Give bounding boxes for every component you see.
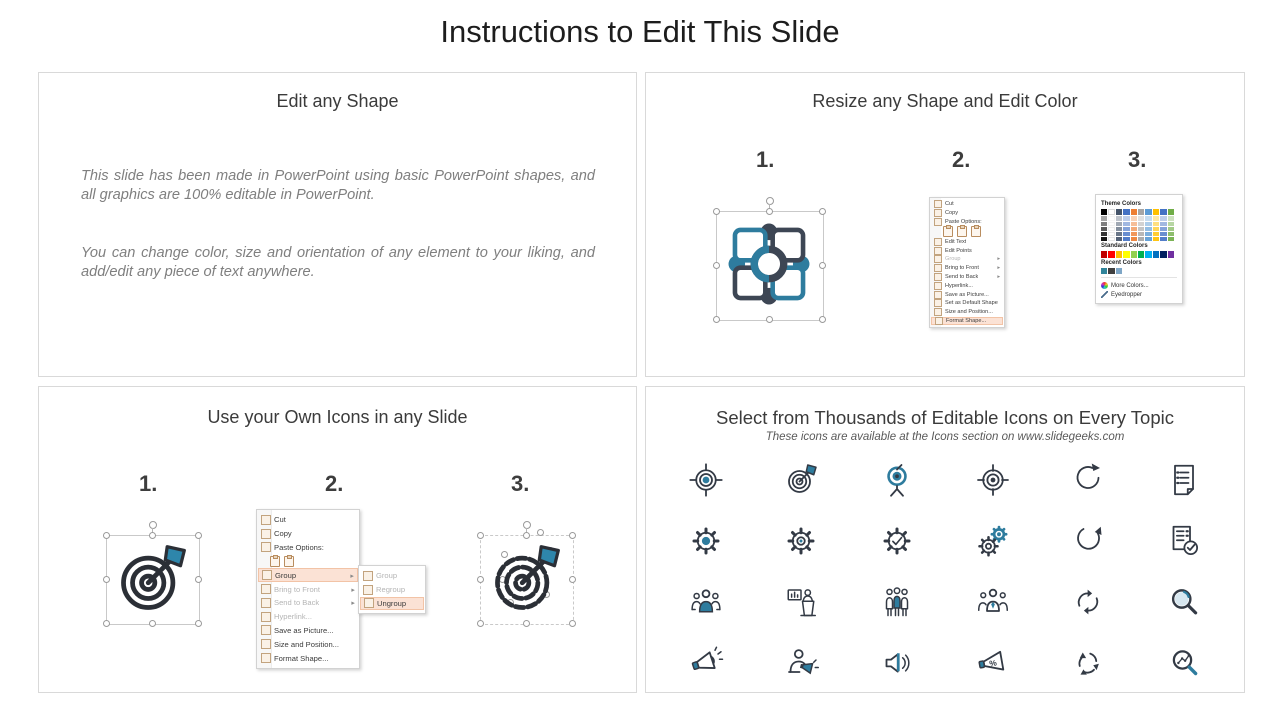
person-announcement-icon[interactable] (782, 644, 820, 682)
menu-item-label: Save as Picture... (945, 291, 989, 298)
rotation-handle[interactable] (523, 521, 531, 529)
menu-item-copy[interactable] (931, 209, 1003, 218)
theme-tint-swatch[interactable] (1168, 232, 1174, 236)
theme-colors-label: Theme Colors (1101, 201, 1142, 207)
panel-edit-any-shape (38, 72, 637, 377)
selected-shape-graphic (714, 197, 824, 321)
selection-handle[interactable] (819, 262, 826, 269)
menu-item-format-shape[interactable] (931, 317, 1003, 326)
theme-tint-swatch[interactable] (1131, 237, 1137, 241)
loudspeaker-waves-icon[interactable] (878, 644, 916, 682)
submenu-arrow-icon: ▸ (997, 265, 1000, 272)
rotate-arrow-icon[interactable] (1069, 461, 1107, 499)
theme-tint-swatch[interactable] (1145, 216, 1151, 220)
menu-item-group[interactable] (360, 569, 424, 583)
selection-handle[interactable] (195, 576, 202, 583)
menu-item-cut[interactable] (258, 513, 358, 527)
menu-item-ungroup[interactable] (360, 597, 424, 611)
team-standing-icon[interactable] (878, 583, 916, 621)
theme-tint-swatch[interactable] (1131, 232, 1137, 236)
theme-tint-swatch[interactable] (1101, 216, 1107, 220)
eyedropper-icon (1101, 291, 1108, 298)
menu-item-label: Edit Text (945, 238, 967, 245)
rotation-handle[interactable] (766, 197, 774, 205)
submenu-arrow-icon: ▸ (351, 598, 355, 608)
selection-handle[interactable] (569, 620, 576, 627)
presenter-chart-icon[interactable] (782, 583, 820, 621)
paste-option-icon[interactable] (957, 226, 967, 237)
theme-tint-swatch[interactable] (1153, 237, 1159, 241)
regroup-icon (363, 585, 373, 595)
selection-handle[interactable] (537, 529, 544, 536)
edit-text-icon (934, 238, 942, 246)
size-and-position-icon (261, 639, 271, 649)
cut-icon (934, 200, 942, 208)
theme-tint-swatch[interactable] (1160, 216, 1166, 220)
selection-handle[interactable] (569, 532, 576, 539)
standard-color-swatch[interactable] (1116, 251, 1122, 257)
menu-item-group[interactable] (258, 568, 358, 582)
theme-tint-swatch[interactable] (1153, 227, 1159, 231)
panel-heading: Use your Own Icons in any Slide (207, 407, 468, 427)
selection-handle[interactable] (103, 620, 110, 627)
theme-color-swatch[interactable] (1108, 209, 1114, 215)
dartboard-stand-icon[interactable] (878, 461, 916, 499)
theme-tint-swatch[interactable] (1116, 216, 1122, 220)
step-number-3: 3. (511, 471, 530, 496)
theme-tint-swatch[interactable] (1108, 232, 1114, 236)
step-number-3: 3. (1128, 147, 1147, 172)
context-menu (256, 509, 360, 669)
hyperlink-icon (261, 612, 271, 622)
selection-handle[interactable] (819, 208, 826, 215)
menu-item-label: Send to Back (274, 598, 320, 608)
menu-item-edit-points[interactable] (931, 246, 1003, 255)
standard-color-swatch[interactable] (1108, 251, 1114, 257)
theme-tint-swatch[interactable] (1160, 232, 1166, 236)
menu-item-label: Size and Position... (274, 639, 340, 649)
theme-tint-swatch[interactable] (1101, 237, 1107, 241)
ungrouped-target-icon-graphic (477, 521, 575, 625)
theme-tint-swatch[interactable] (1168, 222, 1174, 226)
theme-color-swatch[interactable] (1145, 209, 1151, 215)
body-paragraph-1: This slide has been made in PowerPoint using basic PowerPoint shapes, and all graphics are 100% editable in PowerPoint. (81, 168, 595, 204)
standard-color-swatch[interactable] (1168, 251, 1174, 257)
ungroup-icon (364, 598, 374, 608)
theme-tint-swatch[interactable] (1153, 222, 1159, 226)
step-number-2: 2. (952, 147, 971, 172)
megaphone-icon[interactable] (687, 644, 725, 682)
target-dart-graphic (114, 541, 190, 617)
standard-color-swatch[interactable] (1160, 251, 1166, 257)
selection-handle[interactable] (713, 262, 720, 269)
submenu-arrow-icon: ▸ (997, 273, 1000, 280)
group-icon (363, 571, 373, 581)
selection-handle[interactable] (103, 576, 110, 583)
double-gears-icon[interactable] (974, 522, 1012, 560)
menu-item-bring-to-front[interactable] (258, 582, 358, 596)
standard-colors-label: Standard Colors (1101, 243, 1148, 250)
menu-item-label: Regroup (376, 585, 406, 595)
group-submenu (358, 565, 426, 614)
theme-tint-swatch[interactable] (1153, 232, 1159, 236)
theme-color-swatch[interactable] (1168, 209, 1174, 215)
menu-item-label: Edit Points (945, 247, 972, 254)
cycle-arrows-icon[interactable] (1069, 644, 1107, 682)
divider (1101, 277, 1177, 278)
standard-color-swatch[interactable] (1138, 251, 1144, 257)
icon-grid (658, 461, 1232, 682)
default-shape-icon (934, 299, 942, 307)
menu-item-group[interactable] (931, 255, 1003, 264)
checklist-approved-icon[interactable] (1165, 522, 1203, 560)
step-number-2: 2. (325, 471, 344, 496)
refresh-arrow-icon[interactable] (1069, 522, 1107, 560)
paste-icon (261, 542, 271, 552)
format-shape-icon (261, 653, 271, 663)
gear-small-core-icon[interactable] (782, 522, 820, 560)
theme-tint-swatch[interactable] (1168, 237, 1174, 241)
menu-item-paste-options[interactable] (258, 541, 358, 555)
menu-item-size-and-position[interactable] (258, 637, 358, 651)
panel-heading: Resize any Shape and Edit Color (812, 91, 1078, 111)
gear-filled-icon[interactable] (687, 522, 725, 560)
theme-tint-swatch[interactable] (1108, 237, 1114, 241)
selection-handle[interactable] (477, 576, 484, 583)
menu-item-label: Group (376, 571, 398, 581)
standard-color-swatch[interactable] (1145, 251, 1151, 257)
theme-tint-swatch[interactable] (1101, 232, 1107, 236)
menu-item-size-and-position[interactable] (931, 308, 1003, 317)
submenu-arrow-icon: ▸ (997, 256, 1000, 263)
hyperlink-icon (934, 282, 942, 290)
menu-item-hyperlink[interactable] (258, 610, 358, 624)
theme-color-swatch[interactable] (1131, 209, 1137, 215)
quad-squares-shape (723, 218, 815, 310)
menu-item-label: Group (945, 256, 961, 263)
panel-resize-shape-edit-color (645, 72, 1245, 377)
paste-option-icon[interactable] (270, 556, 280, 567)
menu-item-paste-options[interactable] (931, 218, 1003, 227)
people-group-icon[interactable] (687, 583, 725, 621)
theme-tint-swatch[interactable] (1138, 222, 1144, 226)
send-to-back-icon (934, 273, 942, 281)
theme-tint-swatch[interactable] (1153, 216, 1159, 220)
target-dart-graphic (488, 541, 564, 617)
theme-tint-swatch[interactable] (1131, 216, 1137, 220)
theme-tint-swatch[interactable] (1138, 227, 1144, 231)
context-menu (929, 197, 1005, 328)
magnifier-analytics-icon[interactable] (1165, 644, 1203, 682)
standard-color-swatch[interactable] (1153, 251, 1159, 257)
target-crosshair-dot-icon[interactable] (974, 461, 1012, 499)
paste-option-icon[interactable] (943, 226, 953, 237)
selection-handle[interactable] (713, 208, 720, 215)
people-discussion-icon[interactable] (974, 583, 1012, 621)
theme-tint-swatch[interactable] (1123, 232, 1129, 236)
body-paragraph-2: You can change color, size and orientation of any element to your liking, and add/edit any piece of text anywhere. (81, 245, 595, 281)
theme-tint-swatch[interactable] (1108, 216, 1114, 220)
theme-tint-swatch[interactable] (1160, 237, 1166, 241)
selection-handle[interactable] (819, 316, 826, 323)
cut-icon (261, 515, 271, 525)
paste-icon (934, 218, 942, 226)
panel-use-own-icons (38, 386, 637, 693)
theme-tint-swatch[interactable] (1108, 222, 1114, 226)
paste-options-icons[interactable] (258, 554, 358, 568)
menu-item-label: Bring to Front (274, 584, 321, 594)
theme-color-swatch[interactable] (1138, 209, 1144, 215)
theme-color-swatch[interactable] (1160, 209, 1166, 215)
send-to-back-icon (261, 598, 271, 608)
selection-handle[interactable] (569, 576, 576, 583)
menu-item-label: Hyperlink... (274, 612, 312, 622)
menu-item-send-to-back[interactable] (931, 273, 1003, 282)
theme-tint-swatch[interactable] (1101, 222, 1107, 226)
theme-colors-row (1101, 209, 1177, 215)
menu-item-label: Copy (945, 210, 959, 217)
theme-tint-swatch[interactable] (1138, 216, 1144, 220)
selection-handle[interactable] (713, 316, 720, 323)
theme-tint-swatch[interactable] (1168, 227, 1174, 231)
target-dart-icon[interactable] (782, 461, 820, 499)
selection-handle[interactable] (477, 532, 484, 539)
theme-tint-swatch[interactable] (1116, 222, 1122, 226)
menu-item-label: Send to Back (945, 273, 979, 280)
menu-item-label: Size and Position... (945, 309, 993, 316)
document-list-icon[interactable] (1165, 461, 1203, 499)
theme-tint-swatch[interactable] (1123, 237, 1129, 241)
theme-tint-swatch[interactable] (1160, 222, 1166, 226)
save-as-picture-icon (261, 625, 271, 635)
theme-tint-swatch[interactable] (1116, 237, 1122, 241)
save-as-picture-icon (934, 291, 942, 299)
theme-tint-swatch[interactable] (1123, 222, 1129, 226)
menu-item-label: Paste Options: (274, 542, 324, 552)
selection-handle[interactable] (195, 532, 202, 539)
theme-tint-swatch[interactable] (1145, 237, 1151, 241)
menu-item-send-to-back[interactable] (258, 596, 358, 610)
menu-item-label: Format Shape... (946, 317, 987, 324)
theme-tint-swatch[interactable] (1131, 227, 1137, 231)
recent-colors-row (1101, 268, 1177, 274)
theme-tint-swatch[interactable] (1168, 216, 1174, 220)
selection-handle[interactable] (149, 620, 156, 627)
menu-item-hyperlink[interactable] (931, 281, 1003, 290)
theme-tint-swatch[interactable] (1116, 227, 1122, 231)
theme-tint-swatch[interactable] (1138, 232, 1144, 236)
theme-tint-swatch[interactable] (1108, 227, 1114, 231)
theme-tint-swatch[interactable] (1123, 227, 1129, 231)
standard-color-swatch[interactable] (1101, 251, 1107, 257)
theme-tint-swatch[interactable] (1131, 222, 1137, 226)
menu-item-label: Format Shape... (274, 653, 329, 663)
standard-colors-row (1101, 251, 1177, 257)
theme-tint-swatch[interactable] (1138, 237, 1144, 241)
step-number-1: 1. (139, 471, 158, 496)
menu-item-edit-text[interactable] (931, 237, 1003, 246)
menu-item-format-shape[interactable] (258, 651, 358, 665)
theme-color-swatch[interactable] (1123, 209, 1129, 215)
paste-option-icon[interactable] (971, 226, 981, 237)
selection-handle[interactable] (523, 620, 530, 627)
theme-tints-grid (1101, 216, 1177, 241)
panel-subheading: These icons are available at the Icons section on www.slidegeeks.com (765, 431, 1125, 443)
rotation-handle[interactable] (149, 521, 157, 529)
more-colors-item[interactable]: More Colors... (1101, 281, 1177, 290)
color-wheel-icon (1101, 282, 1108, 289)
theme-tint-swatch[interactable] (1123, 216, 1129, 220)
recent-color-swatch[interactable] (1116, 268, 1122, 274)
theme-tint-swatch[interactable] (1101, 227, 1107, 231)
menu-item-save-as-picture[interactable] (931, 290, 1003, 299)
paste-option-icon[interactable] (284, 556, 294, 567)
paste-options-icons[interactable] (931, 226, 1003, 237)
color-picker-dropdown (1095, 194, 1183, 304)
page-title: Instructions to Edit This Slide (440, 14, 840, 49)
sync-arrows-icon[interactable] (1069, 583, 1107, 621)
menu-item-label: Ungroup (377, 598, 407, 608)
menu-item-save-as-picture[interactable] (258, 624, 358, 638)
group-icon (934, 255, 942, 263)
theme-tint-swatch[interactable] (1145, 222, 1151, 226)
copy-icon (934, 209, 942, 217)
panel-icon-library (645, 386, 1245, 693)
theme-color-swatch[interactable] (1116, 209, 1122, 215)
selection-handle[interactable] (477, 620, 484, 627)
bring-to-front-icon (934, 264, 942, 272)
selection-handle[interactable] (149, 532, 156, 539)
menu-item-label: Paste Options: (945, 218, 982, 225)
copy-icon (261, 529, 271, 539)
menu-item-label: Hyperlink... (945, 282, 973, 289)
panel-heading: Edit any Shape (276, 91, 399, 111)
menu-item-label: Save as Picture... (274, 625, 334, 635)
selected-target-icon-graphic (103, 521, 201, 625)
eyedropper-item[interactable]: Eyedropper (1101, 290, 1177, 299)
selection-handle[interactable] (103, 532, 110, 539)
megaphone-offer-icon[interactable] (974, 644, 1012, 682)
panel-heading: Select from Thousands of Editable Icons on Every Topic (716, 407, 1174, 428)
menu-item-label: Copy (274, 529, 292, 539)
gear-check-icon[interactable] (878, 522, 916, 560)
group-icon (262, 570, 272, 580)
edit-points-icon (934, 247, 942, 255)
menu-item-label: Set as Default Shape (945, 300, 998, 307)
menu-item-label: Cut (274, 515, 286, 525)
theme-tint-swatch[interactable] (1116, 232, 1122, 236)
recent-color-swatch[interactable] (1101, 268, 1107, 274)
menu-item-regroup[interactable] (360, 583, 424, 597)
step-number-1: 1. (756, 147, 775, 172)
selection-handle[interactable] (523, 532, 530, 539)
theme-color-swatch[interactable] (1153, 209, 1159, 215)
theme-tint-swatch[interactable] (1145, 232, 1151, 236)
theme-color-swatch[interactable] (1101, 209, 1107, 215)
submenu-arrow-icon: ▸ (350, 570, 354, 580)
menu-item-set-as-default-shape[interactable] (931, 299, 1003, 308)
menu-item-label: Group (275, 570, 297, 580)
menu-item-bring-to-front[interactable] (931, 264, 1003, 273)
format-shape-icon (935, 317, 943, 325)
bring-to-front-icon (261, 584, 271, 594)
menu-item-label: Bring to Front (945, 265, 979, 272)
selection-handle[interactable] (766, 316, 773, 323)
selection-handle[interactable] (195, 620, 202, 627)
menu-item-label: Cut (945, 201, 954, 208)
menu-item-cut[interactable] (931, 200, 1003, 209)
theme-tint-swatch[interactable] (1160, 227, 1166, 231)
magnifier-icon[interactable] (1165, 583, 1203, 621)
menu-item-copy[interactable] (258, 527, 358, 541)
recent-colors-label: Recent Colors (1101, 259, 1142, 266)
theme-tint-swatch[interactable] (1145, 227, 1151, 231)
recent-color-swatch[interactable] (1108, 268, 1114, 274)
selection-handle[interactable] (766, 208, 773, 215)
target-crosshair-icon[interactable] (687, 461, 725, 499)
size-and-position-icon (934, 308, 942, 316)
standard-color-swatch[interactable] (1131, 251, 1137, 257)
standard-color-swatch[interactable] (1123, 251, 1129, 257)
svg-text:%: % (988, 658, 998, 669)
submenu-arrow-icon: ▸ (351, 584, 355, 594)
